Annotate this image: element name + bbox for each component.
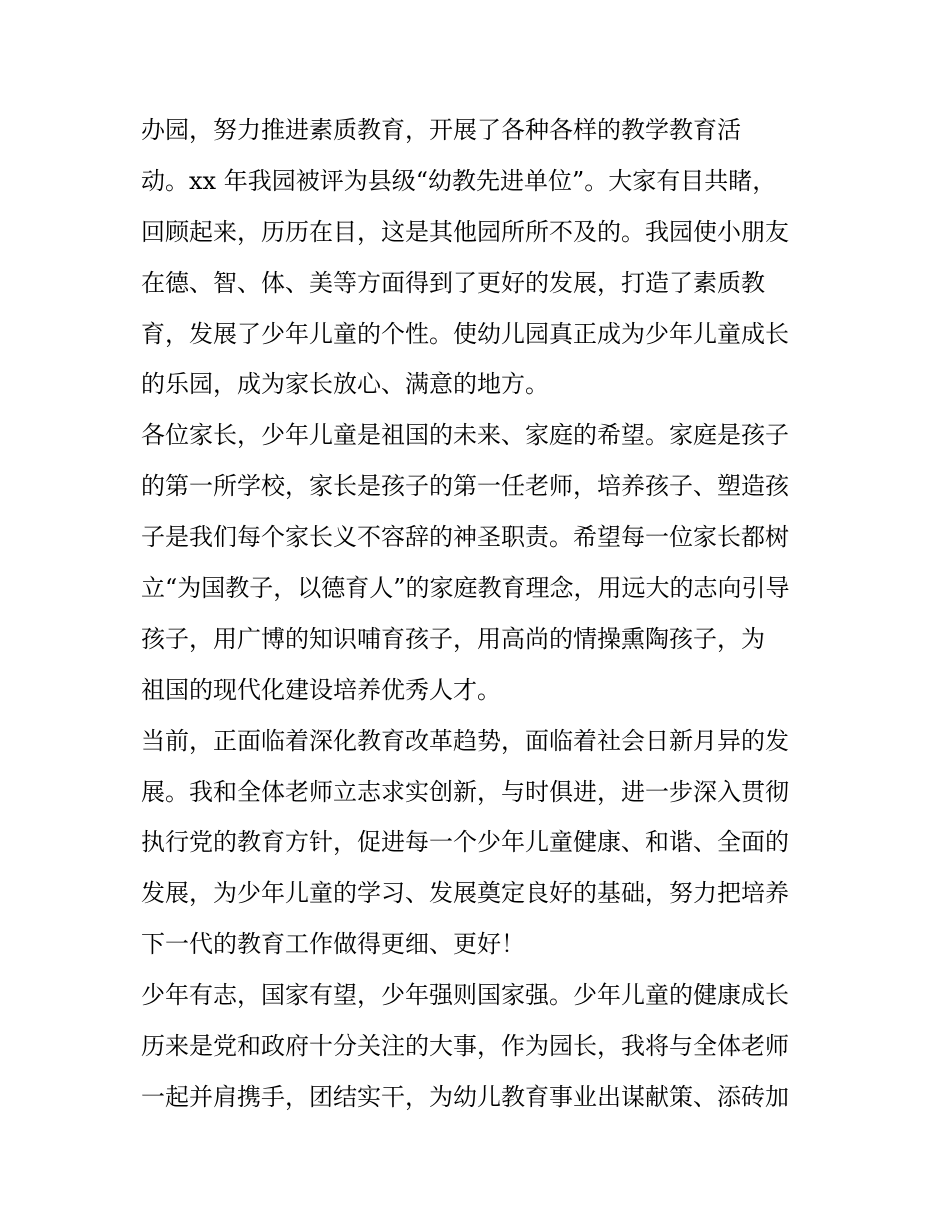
text-line: 子是我们每个家长义不容辞的神圣职责。希望每一位家长都树 (141, 523, 789, 552)
text-line: 执行党的教育方针，促进每一个少年儿童健康、和谐、全面的 (141, 828, 789, 857)
text-line: 育，发展了少年儿童的个性。使幼儿园真正成为少年儿童成长 (141, 319, 789, 348)
text-line: 各位家长，少年儿童是祖国的未来、家庭的希望。家庭是孩子 (141, 421, 789, 450)
body-text (141, 105, 821, 1123)
text-line: 的第一所学校，家长是孩子的第一任老师，培养孩子、塑造孩 (141, 472, 789, 501)
text-line: 历来是党和政府十分关注的大事，作为园长，我将与全体老师 (141, 1032, 789, 1061)
text-line: 当前，正面临着深化教育改革趋势，面临着社会日新月异的发 (141, 726, 789, 755)
text-line: 孩子，用广博的知识哺育孩子，用高尚的情操熏陶孩子，为 (141, 624, 765, 653)
text-line: 办园，努力推进素质教育，开展了各种各样的教学教育活 (141, 116, 741, 144)
text-line: 动。xx 年我园被评为县级“幼教先进单位”。大家有目共睹， (141, 166, 777, 195)
text-line: 回顾起来，历历在目，这是其他园所所不及的。我园使小朋友 (141, 217, 789, 246)
text-line: 立“为国教子，以德育人”的家庭教育理念，用远大的志向引导 (141, 574, 790, 603)
text-line: 的乐园，成为家长放心、满意的地方。 (141, 370, 549, 399)
text-line: 下一代的教育工作做得更细、更好！ (141, 930, 525, 959)
text-line: 祖国的现代化建设培养优秀人才。 (141, 675, 501, 704)
text-line: 一起并肩携手，团结实干，为幼儿教育事业出谋献策、添砖加 (141, 1082, 789, 1111)
text-line: 少年有志，国家有望，少年强则国家强。少年儿童的健康成长 (141, 981, 789, 1010)
text-line: 发展，为少年儿童的学习、发展奠定良好的基础，努力把培养 (141, 879, 789, 908)
text-line: 在德、智、体、美等方面得到了更好的发展，打造了素质教 (141, 268, 765, 297)
text-line: 展。我和全体老师立志求实创新，与时俱进，进一步深入贯彻 (141, 777, 789, 806)
